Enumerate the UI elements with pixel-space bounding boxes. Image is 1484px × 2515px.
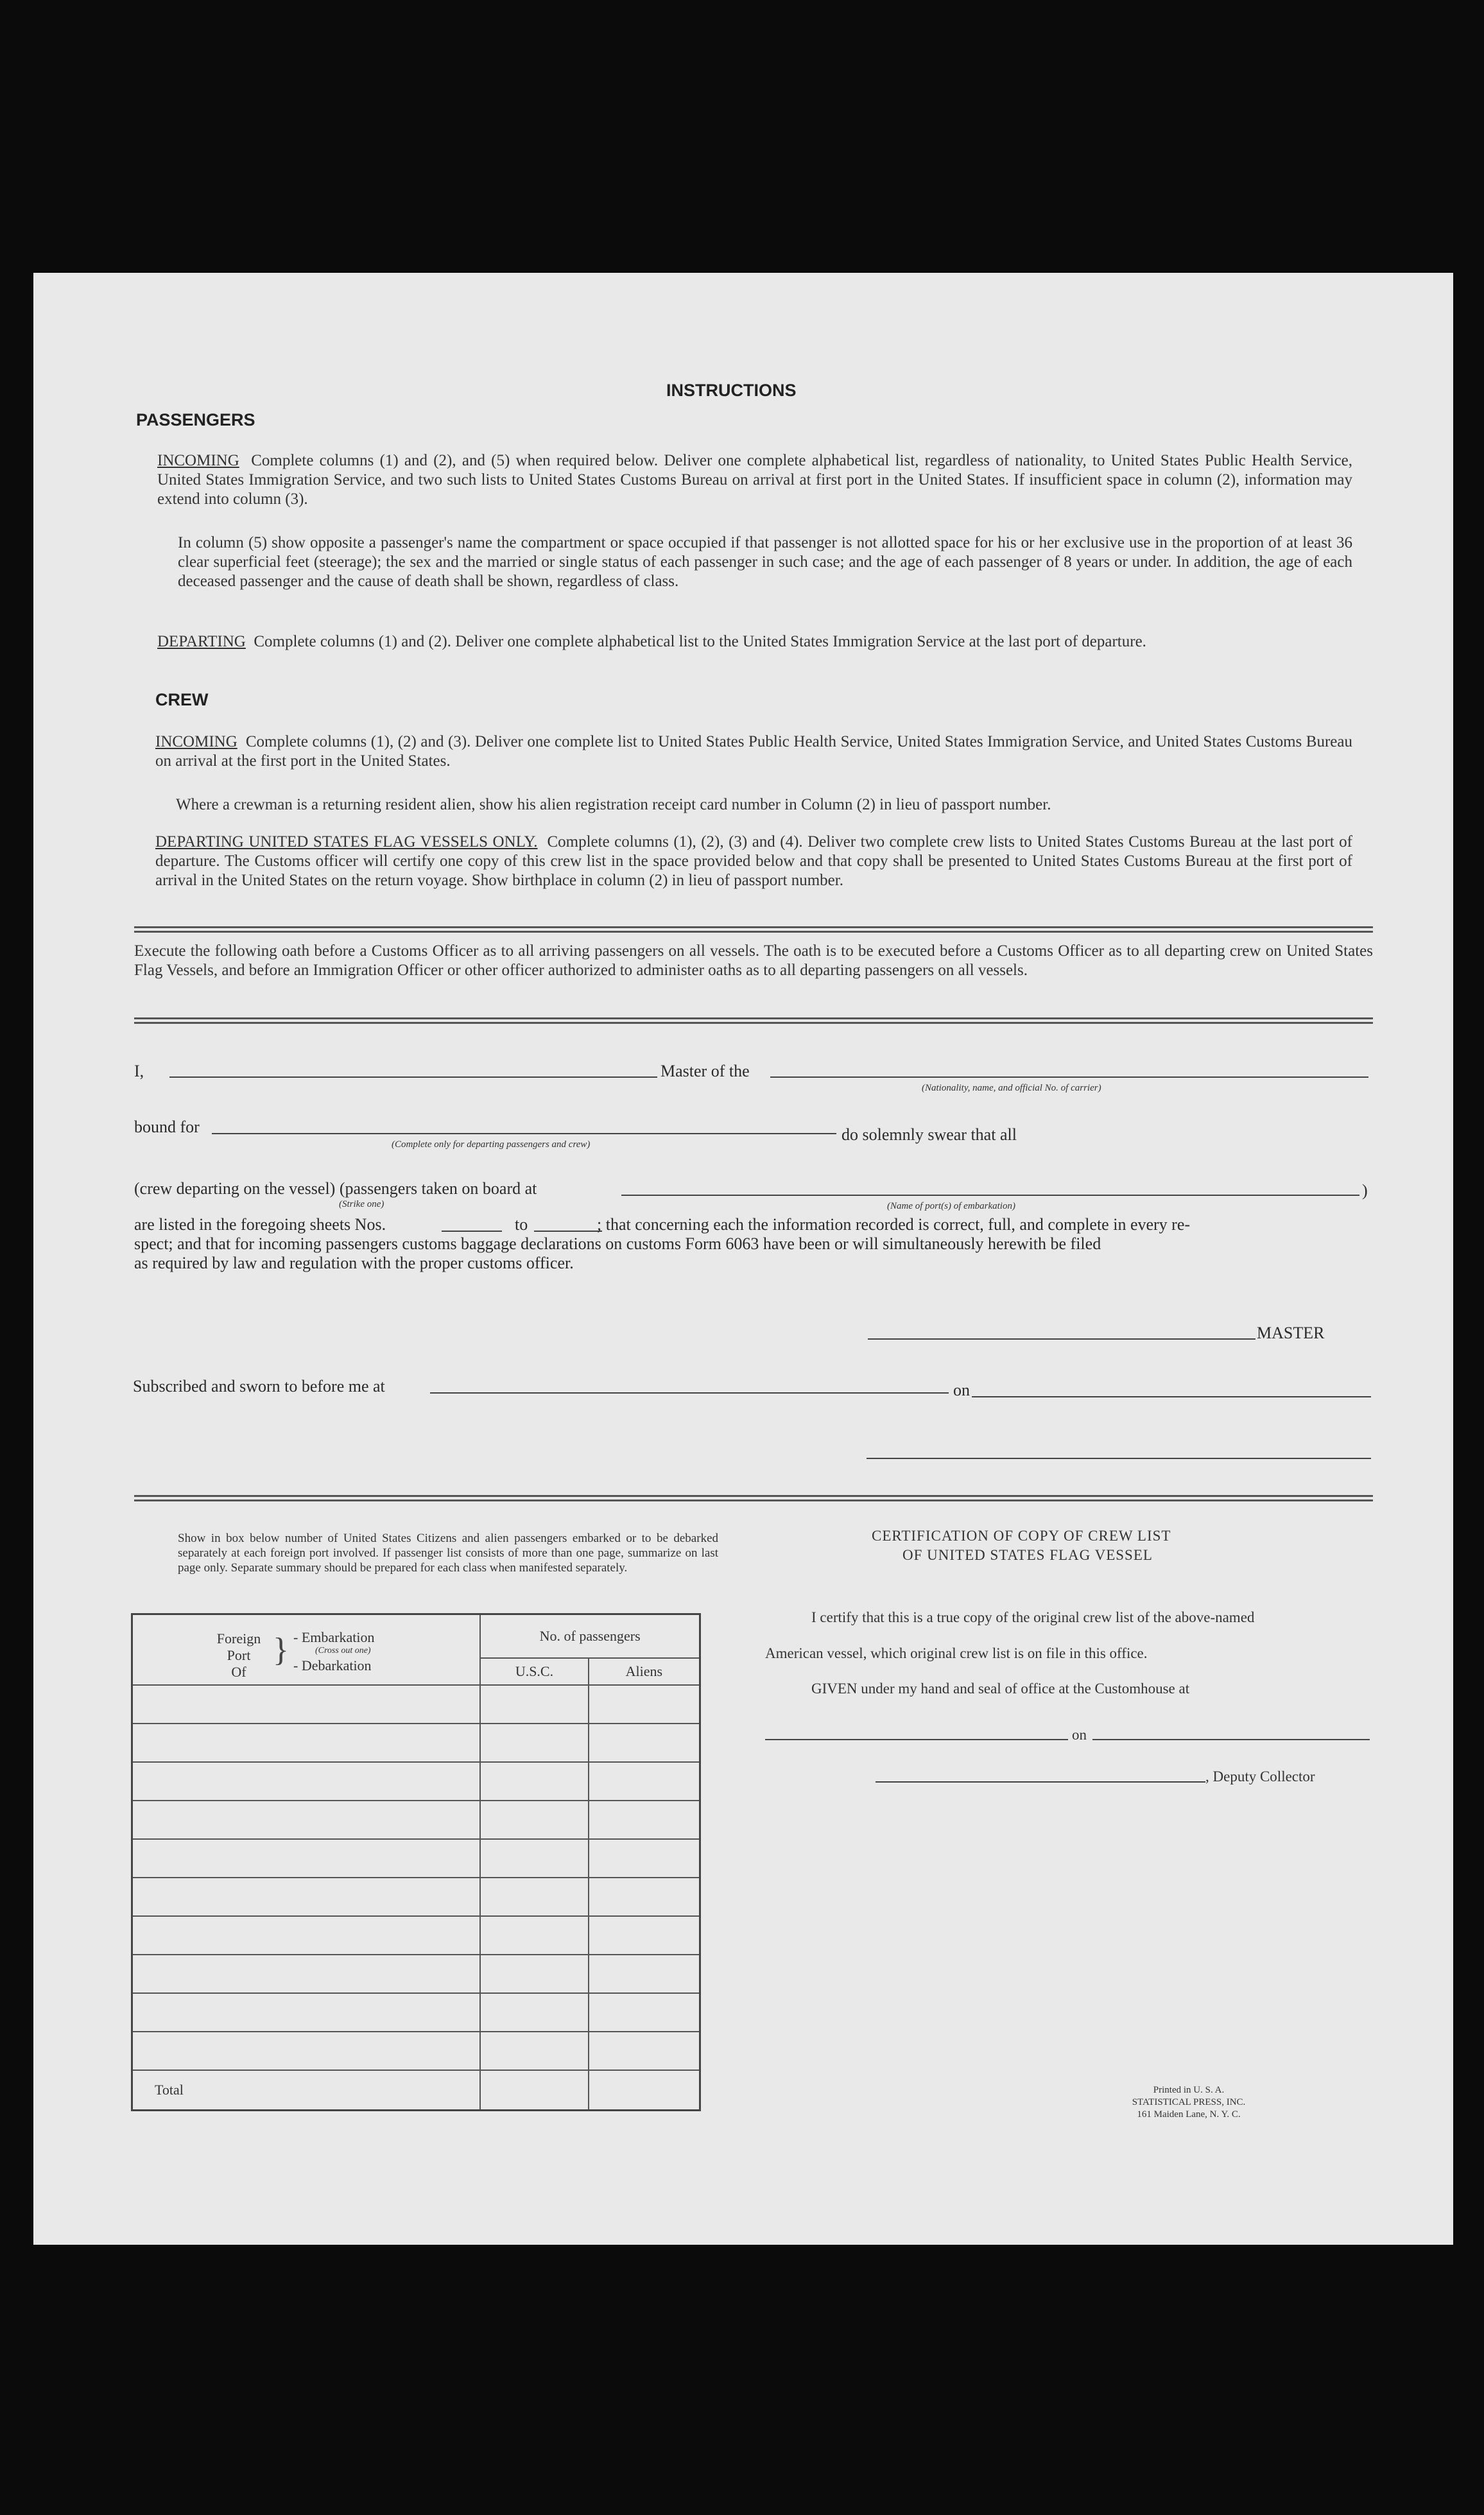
sworn-place-field[interactable] xyxy=(430,1392,949,1394)
of-label: Of xyxy=(231,1664,246,1680)
cert-on-label: on xyxy=(1072,1727,1087,1743)
table-row xyxy=(132,1839,700,1878)
table-row xyxy=(132,1685,700,1724)
deputy-collector-label: , Deputy Collector xyxy=(1205,1768,1315,1785)
departing-text: Complete columns (1) and (2). Deliver one complete alphabetical list to the United States Immigration Service at the last port of departure. xyxy=(254,633,1146,650)
port-label: Port xyxy=(227,1647,251,1663)
subscribed-label: Subscribed and sworn to before me at xyxy=(133,1377,385,1396)
printer-line-3: 161 Maiden Lane, N. Y. C. xyxy=(1137,2109,1241,2120)
concerning-line-1: ; that concerning each the information recorded is correct, full, and complete in every re- xyxy=(597,1215,1191,1234)
master-label: MASTER xyxy=(1257,1324,1325,1342)
crew-incoming-text: Complete columns (1), (2) and (3). Deliver one complete list to United States Public Health Service, United States Immigration Service, and United States Customs Bureau on arrival at the first port in the United States. xyxy=(155,733,1352,770)
usc-header: U.S.C. xyxy=(480,1658,588,1685)
summary-note: Show in box below number of United States Citizens and alien passengers embarked or to be debarked separately at each foreign port involved. If passenger list consists of more than one page, summarize on last page only. Separate summary should be prepared for each class when manifested separately. xyxy=(178,1532,718,1575)
brace-icon: } xyxy=(273,1632,289,1668)
listed-in-label: are listed in the foregoing sheets Nos. xyxy=(134,1215,386,1234)
strike-one-options xyxy=(134,1179,537,1198)
crew-heading: CREW xyxy=(155,690,209,709)
passengers-heading: PASSENGERS xyxy=(136,410,255,429)
to-label: to xyxy=(515,1215,528,1234)
swear-text: do solemnly swear that all xyxy=(841,1125,1017,1144)
master-name-field[interactable] xyxy=(169,1076,657,1078)
no-passengers-header: No. of passengers xyxy=(480,1614,700,1659)
table-row xyxy=(132,1993,700,2032)
master-signature-field[interactable] xyxy=(868,1338,1255,1340)
master-of-the-label: Master of the xyxy=(660,1062,750,1080)
incoming-label: INCOMING xyxy=(157,452,239,469)
form-page xyxy=(33,273,1453,2245)
divider xyxy=(134,1017,1373,1024)
divider xyxy=(134,926,1373,933)
printer-line-1: Printed in U. S. A. xyxy=(1153,2085,1225,2095)
strike-note: (Strike one) xyxy=(339,1199,384,1209)
passenger-summary-table xyxy=(131,1613,701,2111)
table-row xyxy=(132,2032,700,2070)
cert-line-2: American vessel, which original crew list is on file in this office. xyxy=(765,1645,1148,1661)
sworn-date-field[interactable] xyxy=(972,1396,1371,1397)
passengers-incoming-paragraph xyxy=(157,451,1352,509)
divider xyxy=(134,1495,1373,1501)
table-row xyxy=(132,1801,700,1839)
departing-flag-text: Complete columns (1), (2), (3) and (4). Deliver two complete crew lists to United States Customs Bureau at the last port of departure. The Customs officer will certify one copy of this crew list in the space provided below and that copy shall be presented to United States Customs Bureau at the first port of arrival in the United States on the return voyage. Show birthplace in column (2) in lieu of passport number. xyxy=(155,833,1353,889)
port-header-label xyxy=(213,1630,264,1681)
column5-paragraph: In column (5) show opposite a passenger's name the compartment or space occupied if that passenger is not allotted space for his or her exclusive use in the proportion of at least 36 clear superficial feet (steerage); the sex and the married or single status of each passenger in such case; and the age of each passenger of 8 years or under. In addition, the age of each deceased passenger and the cause of death shall be shown, regardless of class. xyxy=(178,534,1352,590)
cert-line-3: GIVEN under my hand and seal of office at the Customhouse at xyxy=(811,1681,1190,1697)
foreign-label: Foreign xyxy=(216,1630,261,1646)
passengers-taken-option[interactable]: (passengers taken on board at xyxy=(339,1179,537,1198)
table-row xyxy=(132,1916,700,1955)
ports-note: (Name of port(s) of embarkation) xyxy=(887,1201,1015,1211)
nationality-note: (Nationality, name, and official No. of carrier) xyxy=(922,1083,1101,1093)
departing-label: DEPARTING xyxy=(157,633,246,650)
passengers-departing-paragraph xyxy=(157,632,1352,652)
bound-for-label: bound for xyxy=(134,1118,200,1136)
embarkation-ports-field[interactable] xyxy=(621,1195,1359,1196)
printer-line-2: STATISTICAL PRESS, INC. xyxy=(1132,2097,1246,2107)
crew-incoming-paragraph xyxy=(155,732,1352,771)
crew-departing-option[interactable]: (crew departing on the vessel) xyxy=(134,1179,336,1198)
concerning-line-2: spect; and that for incoming passengers customs baggage declarations on customs Form 6063 have been or will simultaneously herewith be filed xyxy=(134,1234,1101,1253)
table-row xyxy=(132,1762,700,1801)
customhouse-field[interactable] xyxy=(765,1739,1068,1740)
crewman-paragraph: Where a crewman is a returning resident alien, show his alien registration receipt card number in Column (2) in lieu of passport number. xyxy=(176,796,1051,813)
cert-line-1: I certify that this is a true copy of the original crew list of the above-named xyxy=(811,1609,1255,1625)
concerning-line-3: as required by law and regulation with the proper customs officer. xyxy=(134,1254,574,1272)
incoming-text: Complete columns (1) and (2), and (5) when required below. Deliver one complete alphabetical list, regardless of nationality, to United States Public Health Service, United States Immigration Service, and two such lists to United States Customs Bureau on arrival at first port in the United States. If insufficient space in column (2), information may extend into column (3). xyxy=(157,452,1353,508)
embarkation-option[interactable]: - Embarkation xyxy=(293,1629,375,1645)
total-label: Total xyxy=(132,2070,481,2110)
printer-imprint xyxy=(1112,2084,1266,2121)
close-paren: ) xyxy=(1362,1181,1368,1200)
departing-flag-paragraph xyxy=(155,833,1352,890)
officer-signature-field[interactable] xyxy=(867,1458,1371,1459)
oath-instruction: Execute the following oath before a Customs Officer as to all arriving passengers on all vessels. The oath is to be executed before a Customs Officer as to all departing crew on United States Flag Vessels, and before an Immigration Officer or other officer authorized to administer oaths as to all departing passengers on all vessels. xyxy=(134,942,1373,979)
instructions-title: INSTRUCTIONS xyxy=(666,381,797,400)
carrier-field[interactable] xyxy=(770,1076,1368,1078)
cross-out-note: (Cross out one) xyxy=(315,1646,371,1655)
cert-title-line-1: CERTIFICATION OF COPY OF CREW LIST xyxy=(872,1528,1171,1544)
cert-title-line-2: OF UNITED STATES FLAG VESSEL xyxy=(902,1547,1153,1563)
table-row xyxy=(132,1724,700,1762)
port-header-cell xyxy=(132,1614,481,1686)
table-row xyxy=(132,1955,700,1993)
deputy-collector-field[interactable] xyxy=(876,1781,1205,1783)
sheet-from-field[interactable] xyxy=(442,1231,502,1232)
sworn-on-label: on xyxy=(953,1381,970,1399)
bound-for-field[interactable] xyxy=(212,1133,836,1134)
cert-date-field[interactable] xyxy=(1092,1739,1370,1740)
bound-note: (Complete only for departing passengers and crew) xyxy=(392,1139,591,1150)
oath-i-label: I, xyxy=(134,1062,144,1080)
crew-incoming-label: INCOMING xyxy=(155,733,237,750)
departing-flag-label: DEPARTING UNITED STATES FLAG VESSELS ONLY. xyxy=(155,833,538,851)
aliens-header: Aliens xyxy=(589,1658,700,1685)
table-row xyxy=(132,1878,700,1916)
total-row xyxy=(132,2070,700,2110)
sheet-to-field[interactable] xyxy=(534,1231,602,1232)
debarkation-option[interactable]: - Debarkation xyxy=(293,1657,372,1673)
